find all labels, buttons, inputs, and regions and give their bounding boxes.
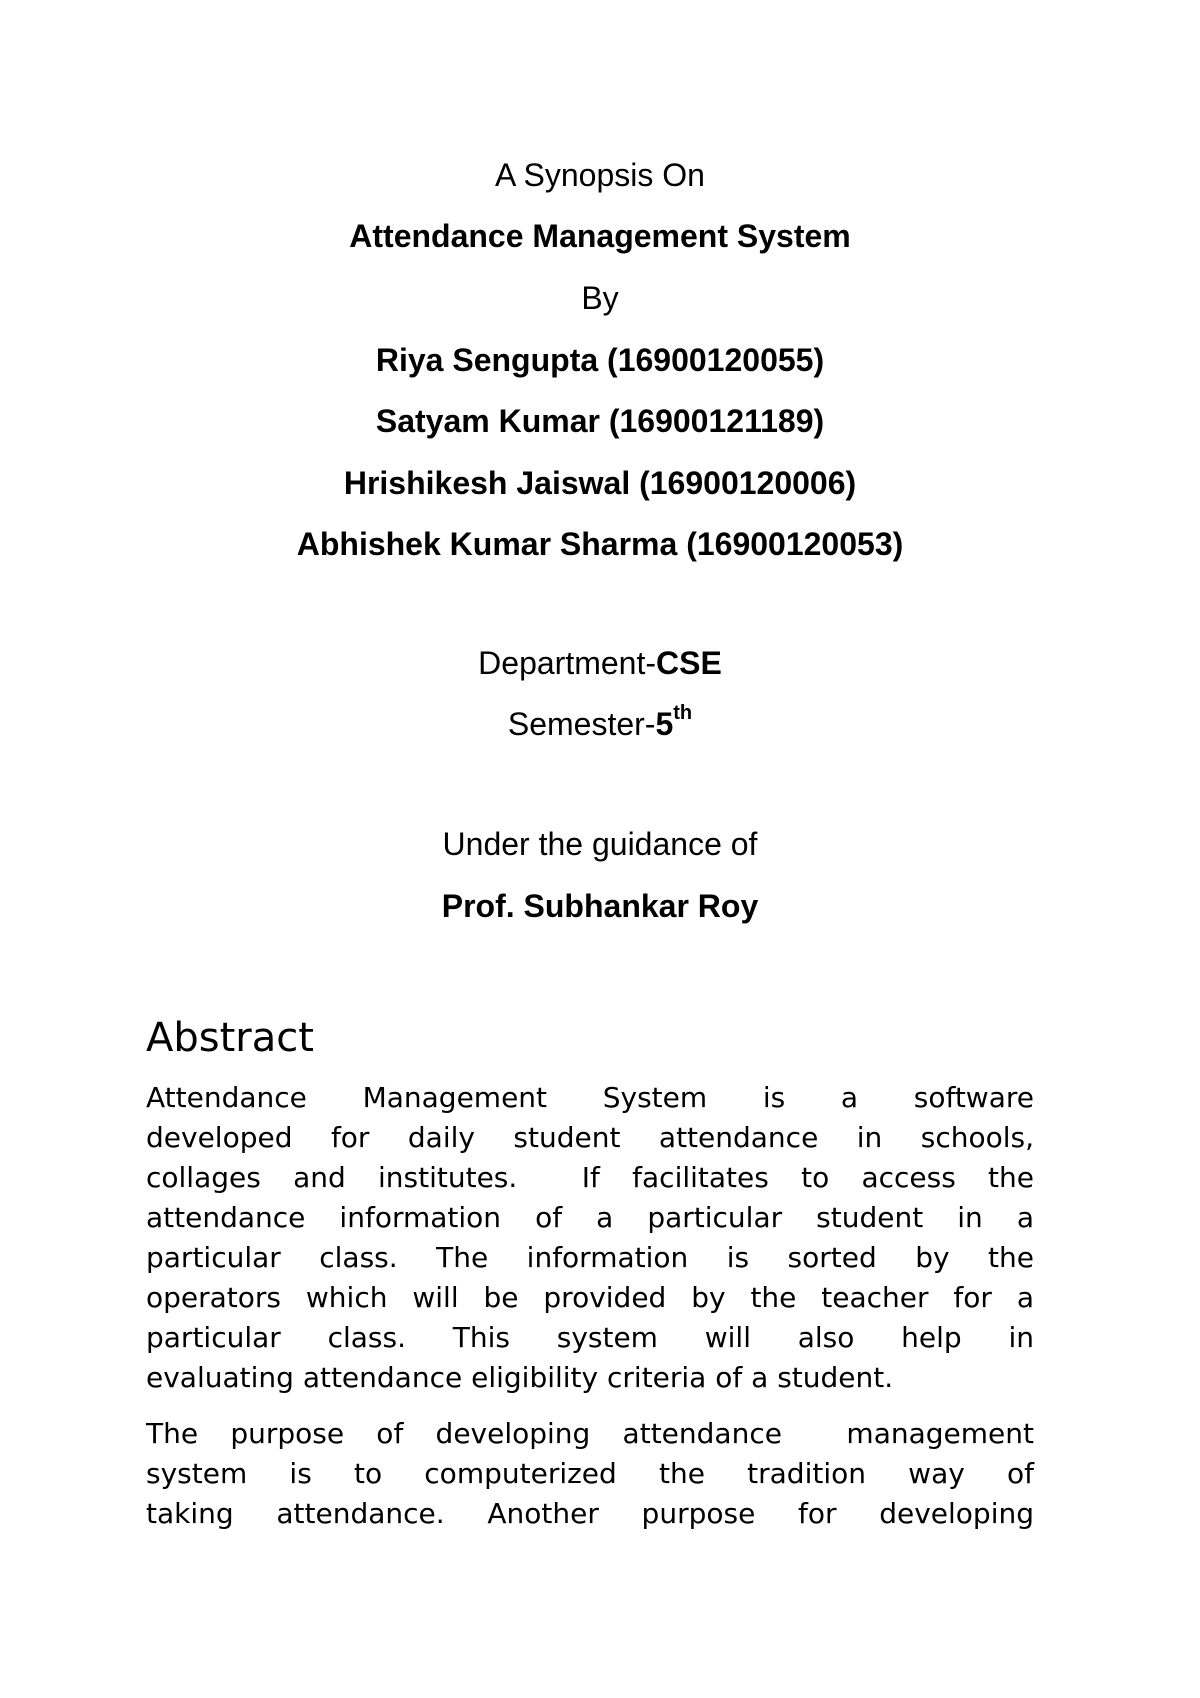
abstract-line: particular class. This system will also help in	[146, 1321, 1034, 1354]
author-1: Riya Sengupta (16900120055)	[375, 342, 825, 378]
author-4: Abhishek Kumar Sharma (16900120053)	[296, 526, 904, 562]
abstract-line: The purpose of developing attendance management	[146, 1417, 1034, 1450]
abstract-heading: Abstract	[146, 1015, 314, 1061]
author-2: Satyam Kumar (16900121189)	[375, 403, 825, 439]
abstract-line: developed for daily student attendance in schools,	[146, 1121, 1034, 1154]
department-value: CSE	[656, 645, 722, 681]
synopsis-intro: A Synopsis On	[495, 157, 705, 193]
abstract-paragraph-1	[146, 1078, 1034, 1398]
abstract-line: Attendance Management System is a software	[146, 1081, 1034, 1114]
abstract-paragraph-2	[146, 1414, 1034, 1534]
abstract-line: operators which will be provided by the teacher for a	[146, 1281, 1034, 1314]
abstract-line: attendance information of a particular student in a	[146, 1201, 1034, 1234]
abstract-line: particular class. The information is sorted by the	[146, 1241, 1034, 1274]
semester-line	[0, 704, 1200, 744]
abstract-section	[146, 1010, 1034, 1534]
abstract-line: collages and institutes. If facilitates to access the	[146, 1161, 1034, 1194]
author-3: Hrishikesh Jaiswal (16900120006)	[343, 465, 857, 501]
department-label: Department-	[478, 645, 657, 681]
abstract-line: evaluating attendance eligibility criteria of a student.	[146, 1361, 894, 1394]
semester-label: Semester-	[507, 706, 656, 742]
abstract-line: taking attendance. Another purpose for developing	[146, 1497, 1034, 1530]
guide-name: Prof. Subhankar Roy	[441, 888, 759, 924]
document-title: Attendance Management System	[349, 218, 851, 254]
department-line	[0, 643, 1200, 683]
semester-suffix: th	[673, 702, 693, 725]
guidance-label: Under the guidance of	[442, 826, 758, 862]
abstract-line: system is to computerized the tradition way of	[146, 1457, 1034, 1490]
semester-value: 5	[655, 706, 674, 742]
by-label: By	[581, 280, 619, 316]
